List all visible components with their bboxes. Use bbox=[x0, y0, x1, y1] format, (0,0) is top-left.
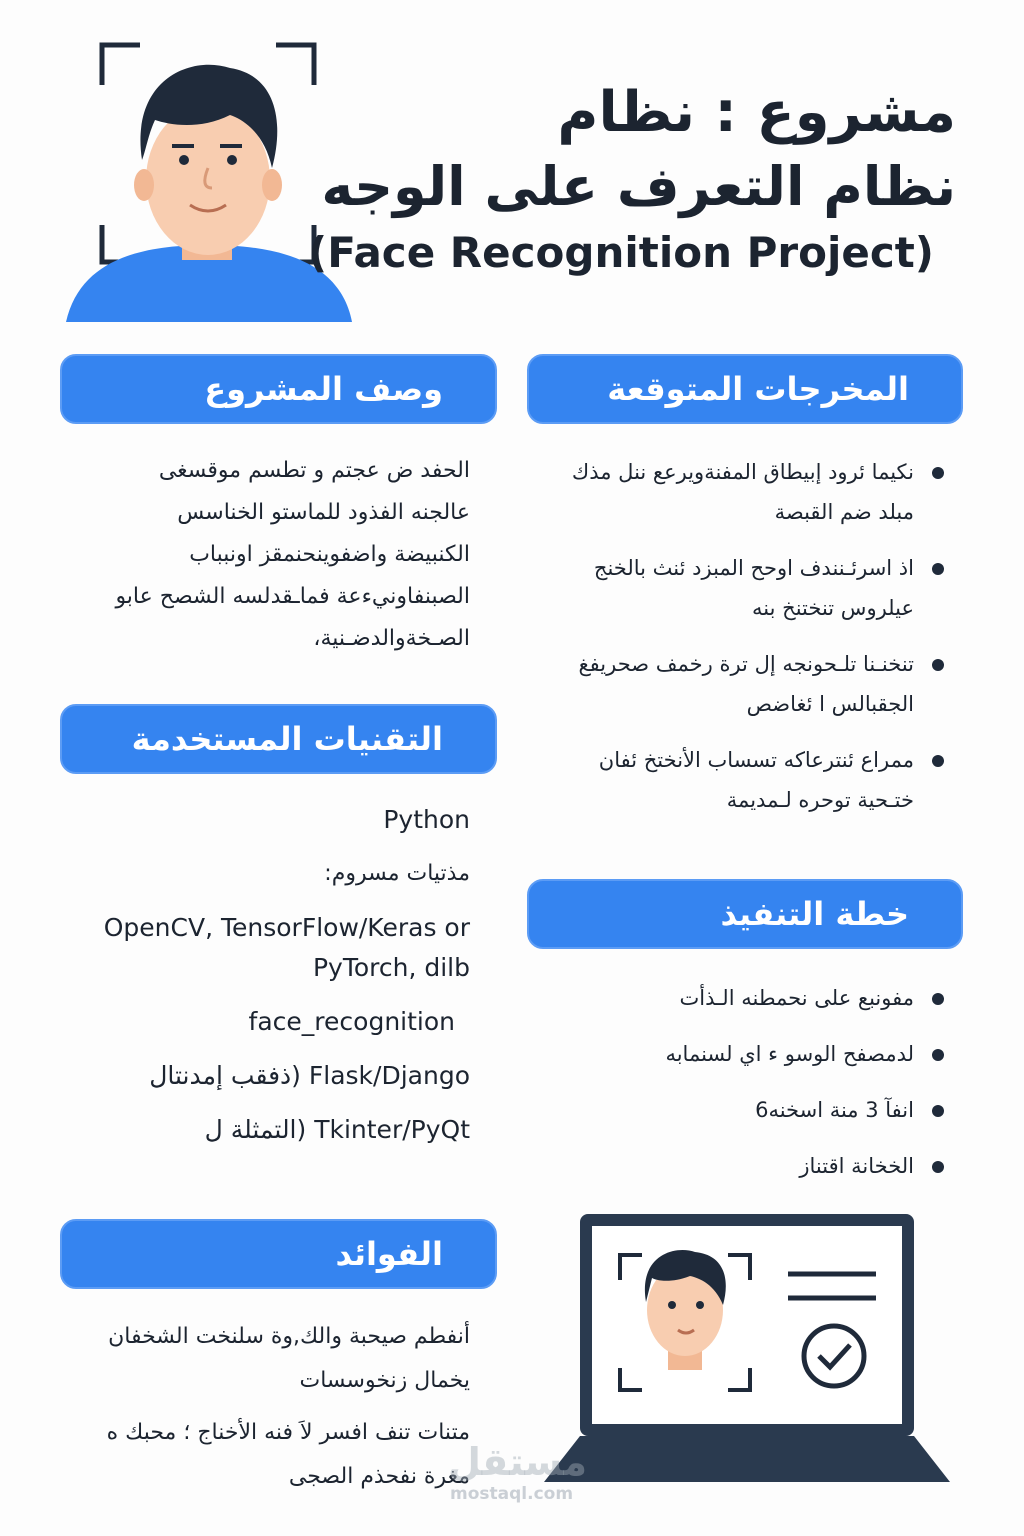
output-item: اذ اسرئـنندف اوحح المبزد ئنث بالخنج عيلروس تنختنخ بنه bbox=[569, 548, 914, 628]
benefit-item: متنات تنف افسر لاَ فنه الأخناج ؛ محبك ه مغرة نفحذم الصجى bbox=[106, 1420, 470, 1489]
tech-item: OpenCV, TensorFlow/Keras or PyTorch, dilb bbox=[103, 913, 470, 982]
benefits-header: الفوائد bbox=[60, 1219, 497, 1289]
benefit-item: أنفطم صيحبة والك,وة سلنخت الشخفان يخمال زنخوسسات bbox=[108, 1324, 470, 1393]
plan-item: مفونبع على نحمطنه الـذأت bbox=[554, 978, 914, 1018]
tech-header: التقنيات المستخدمة bbox=[60, 704, 497, 774]
description-header: وصف المشروع bbox=[60, 354, 497, 424]
tech-item: Flask/Django (ذفقب إمدنتال bbox=[149, 1061, 470, 1090]
laptop-illustration bbox=[540, 1210, 960, 1490]
tech-item: face_recognition bbox=[248, 1007, 455, 1036]
tech-item: مذتيات مسروم: bbox=[324, 861, 470, 886]
output-item: ممراع ئنترعاكه تسساب الأنختخ ئفان ختـحية توحره لـمديمة bbox=[569, 740, 914, 820]
watermark-latin: mostaql.com bbox=[450, 1484, 574, 1504]
title-line-2: نظام التعرف على الوجه bbox=[321, 155, 956, 218]
plan-header: خطة التنفيذ bbox=[527, 879, 963, 949]
output-item: نكيما ئرود إبيطاق المفنةويرعع ننل مذك مبلد ضم القبصة bbox=[569, 452, 914, 532]
tech-list bbox=[100, 800, 470, 1164]
tech-item: Python bbox=[383, 805, 470, 834]
watermark-arabic: مستقل bbox=[448, 1440, 587, 1484]
plan-item: انفآ 3 منة اسخنه6 bbox=[554, 1090, 914, 1130]
description-body: الحفد ض عجتم و تطسم موقسغى عالجنه الفذود للماستو الخناسس الكنبيضة واضفوينحنمقز اونبباب الصبنفاونيءعة فماـقدلسه الشصح عابو الصـخةوالدضـنية، bbox=[115, 458, 470, 651]
title-line-1: مشروع : نظام bbox=[557, 80, 956, 145]
outputs-header: المخرجات المتوقعة bbox=[527, 354, 963, 424]
plan-item: لدمصفح الوسو ء اي لسنمابه bbox=[554, 1034, 914, 1074]
plan-list bbox=[554, 978, 914, 1202]
face-scan-illustration bbox=[60, 40, 360, 325]
benefits-list bbox=[85, 1315, 470, 1499]
title-line-3: (Face Recognition Project) bbox=[308, 228, 934, 277]
outputs-list bbox=[569, 452, 914, 836]
plan-item: الخخانة اقتناز bbox=[554, 1146, 914, 1186]
tech-item: Tkinter/PyQt (التمثلة ل bbox=[204, 1115, 470, 1144]
output-item: تنخنـنا تلـحونجه إل ترة رخمف صحريفغ الجقبالس ا ئغاضص bbox=[569, 644, 914, 724]
